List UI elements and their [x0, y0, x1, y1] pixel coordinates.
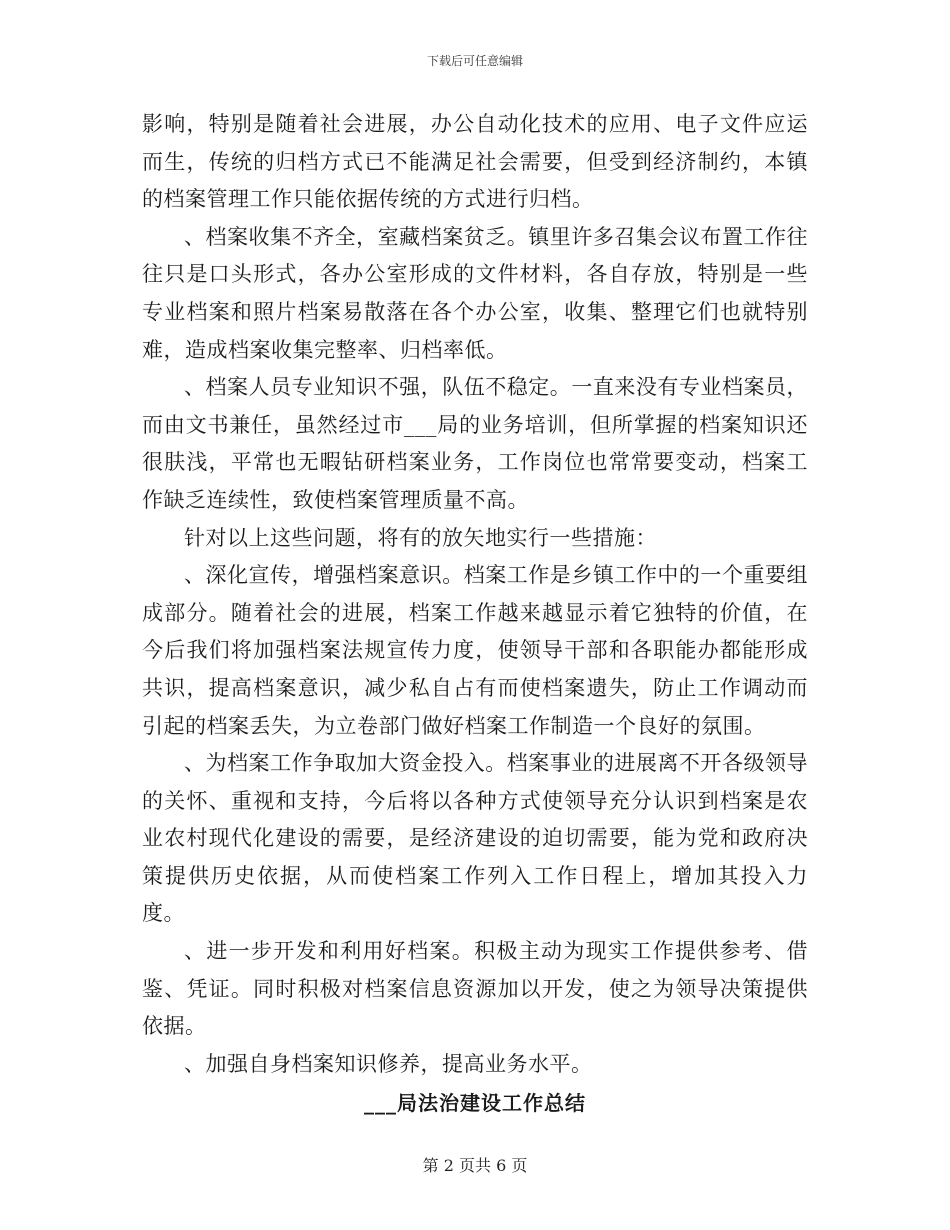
next-document-title: ___局法治建设工作总结	[364, 1091, 586, 1116]
paragraph-measure-funding: 、为档案工作争取加大资金投入。档案事业的进展离不开各级领导的关怀、重视和支持，今后将以各种方式使领导充分认识到档案是农业农村现代化建设的需要，是经济建设的迫切需要，能为党和政府决策提供历史依据，从而使档案工作列入工作日程上，增加其投入力度。	[142, 751, 808, 926]
paragraph-collection-issue: 、档案收集不齐全，室藏档案贫乏。镇里许多召集会议布置工作往往只是口头形式，各办公室形成的文件材料，各自存放，特别是一些专业档案和照片档案易散落在各个办公室，收集、整理它们也就特别难，造成档案收集完整率、归档率低。	[142, 224, 808, 362]
paragraph-measure-training: 、加强自身档案知识修养，提高业务水平。	[184, 1051, 593, 1076]
paragraph-measures-intro: 针对以上这些问题，将有的放矢地实行一些措施：	[184, 525, 657, 550]
paragraph-measure-utilization: 、进一步开发和利用好档案。积极主动为现实工作提供参考、借鉴、凭证。同时积极对档案信息资源加以开发，使之为领导决策提供依据。	[142, 939, 808, 1039]
paragraph-continuation: 影响，特别是随着社会进展，办公自动化技术的应用、电子文件应运而生，传统的归档方式已不能满足社会需要，但受到经济制约，本镇的档案管理工作只能依据传统的方式进行归档。	[142, 112, 808, 212]
document-body	[142, 106, 808, 1120]
paragraph-measure-publicity: 、深化宣传，增强档案意识。档案工作是乡镇工作中的一个重要组成部分。随着社会的进展，档案工作越来越显示着它独特的价值，在今后我们将加强档案法规宣传力度，使领导干部和各职能办都能形成共识，提高档案意识，减少私自占有而使档案遗失，防止工作调动而引起的档案丢失，为立卷部门做好档案工作制造一个良好的氛围。	[142, 563, 808, 738]
page-footer: 第 2 页共 6 页	[422, 1156, 528, 1175]
paragraph-staff-issue: 、档案人员专业知识不强，队伍不稳定。一直来没有专业档案员，而由文书兼任，虽然经过市___局的业务培训，但所掌握的档案知识还很肤浅，平常也无暇钻研档案业务，工作岗位也常常要变动，档案工作缺乏连续性，致使档案管理质量不高。	[142, 375, 808, 512]
page-header: 下载后可任意编辑	[426, 54, 523, 68]
